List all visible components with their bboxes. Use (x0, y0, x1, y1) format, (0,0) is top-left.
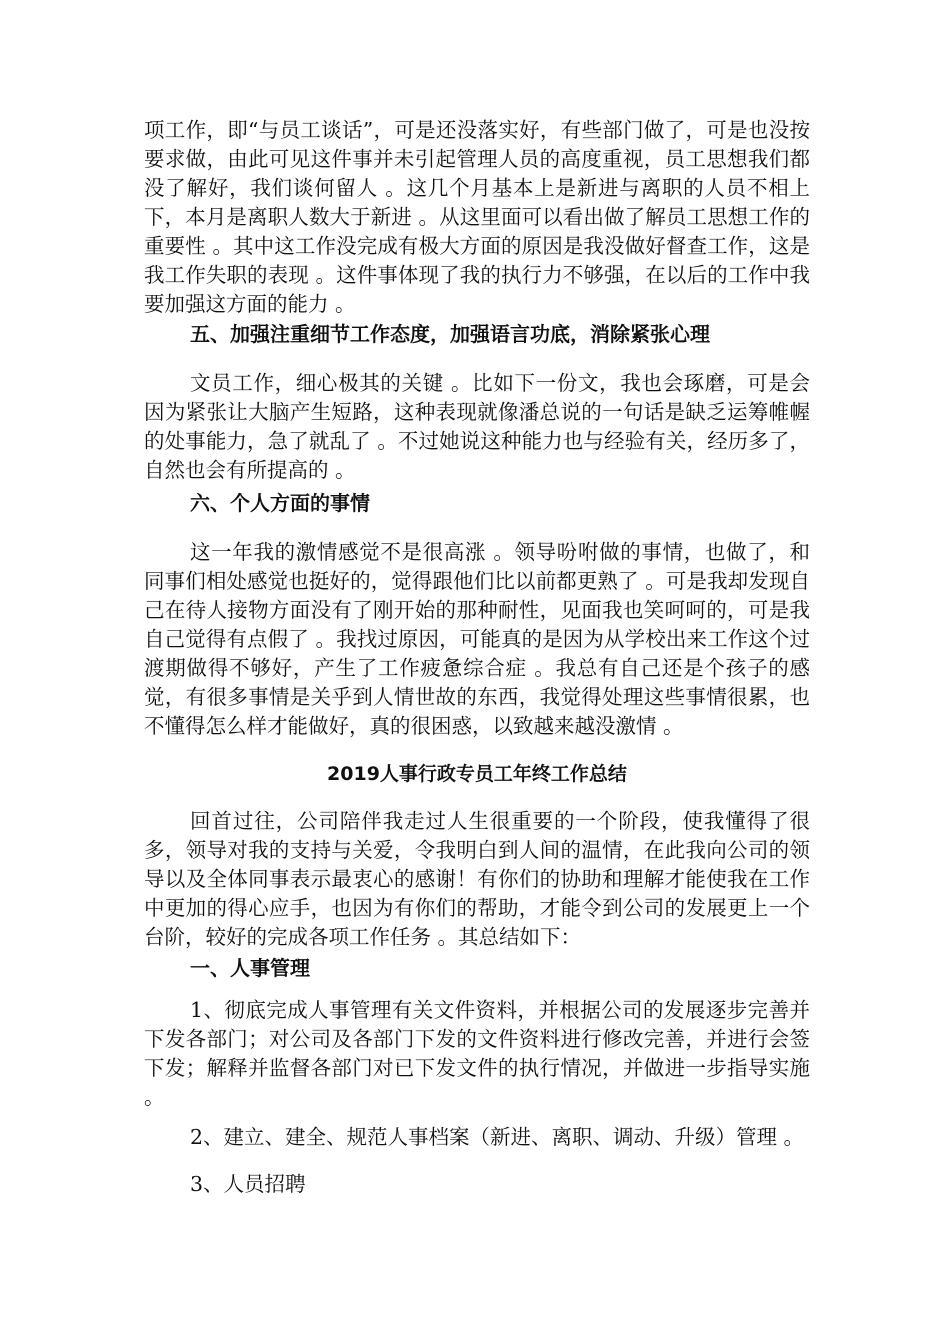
list-item-2: 2、建立、建全、规范人事档案（新进、离职、调动、升级）管理 。 (190, 1125, 805, 1149)
paragraph-clerk-work: 文员工作，细心极其的关键 。比如下一份文，我也会琢磨，可是会因为紧张让大脑产生短路，这种表现就像潘总说的一句话是缺乏运筹帷幄的处事能力，急了就乱了 。不过她说这种能力也与经验有关，经历多了，自然也会有所提高的 。 (144, 371, 810, 482)
list-item-1: 1、彻底完成人事管理有关文件资料，并根据公司的发展逐步完善并下发各部门；对公司及各部门下发的文件资料进行修改完善，并进行会签下发；解释并监督各部门对已下发文件的执行情况，并做进一步指导实施 。 (144, 998, 810, 1109)
section-heading-six: 六、个人方面的事情 (190, 491, 370, 515)
section-heading-five: 五、加强注重细节工作态度，加强语言功底，消除紧张心理 (190, 322, 710, 346)
document-title: 2019人事行政专员工年终工作总结 (327, 763, 627, 785)
paragraph-staff-talks: 项工作，即“与员工谈话”，可是还没落实好，有些部门做了，可是也没按要求做，由此可见这件事并未引起管理人员的高度重视，员工思想我们都没了解好，我们谈何留人 。这几个月基本上是新进与离职的人员不相上下，本月是离职人数大于新进 。从这里面可以看出做了解员工思想工作的重要性 。其中这工作没完成有极大方面的原因是我没做好督查工作，这是我工作失职的表现 。这件事体现了我的执行力不够强，在以后的工作中我要加强这方面的能力 。 (144, 118, 810, 316)
list-item-3: 3、人员招聘 (190, 1172, 306, 1196)
paragraph-review: 回首过往，公司陪伴我走过人生很重要的一个阶段，使我懂得了很多，领导对我的支持与关爱，令我明白到人间的温情，在此我向公司的领导以及全体同事表示最衷心的感谢！有你们的协助和理解才能使我在工作中更加的得心应手，也因为有你们的帮助，才能令到公司的发展更上一个台阶，较好的完成各项工作任务 。其总结如下： (144, 809, 810, 949)
paragraph-personal-matters: 这一年我的激情感觉不是很高涨 。领导吩咐做的事情，也做了，和同事们相处感觉也挺好的，觉得跟他们比以前都更熟了 。可是我却发现自己在待人接物方面没有了刚开始的那种耐性，见面我也笑呵呵的，可是我自己觉得有点假了 。我找过原因，可能真的是因为从学校出来工作这个过渡期做得不够好，产生了工作疲惫综合症 。我总有自己还是个孩子的感觉，有很多事情是关乎到人情世故的东西，我觉得处理这些事情很累，也不懂得怎么样才能做好，真的很困惑，以致越来越没激情 。 (144, 540, 810, 738)
section-heading-one: 一、人事管理 (190, 956, 310, 980)
